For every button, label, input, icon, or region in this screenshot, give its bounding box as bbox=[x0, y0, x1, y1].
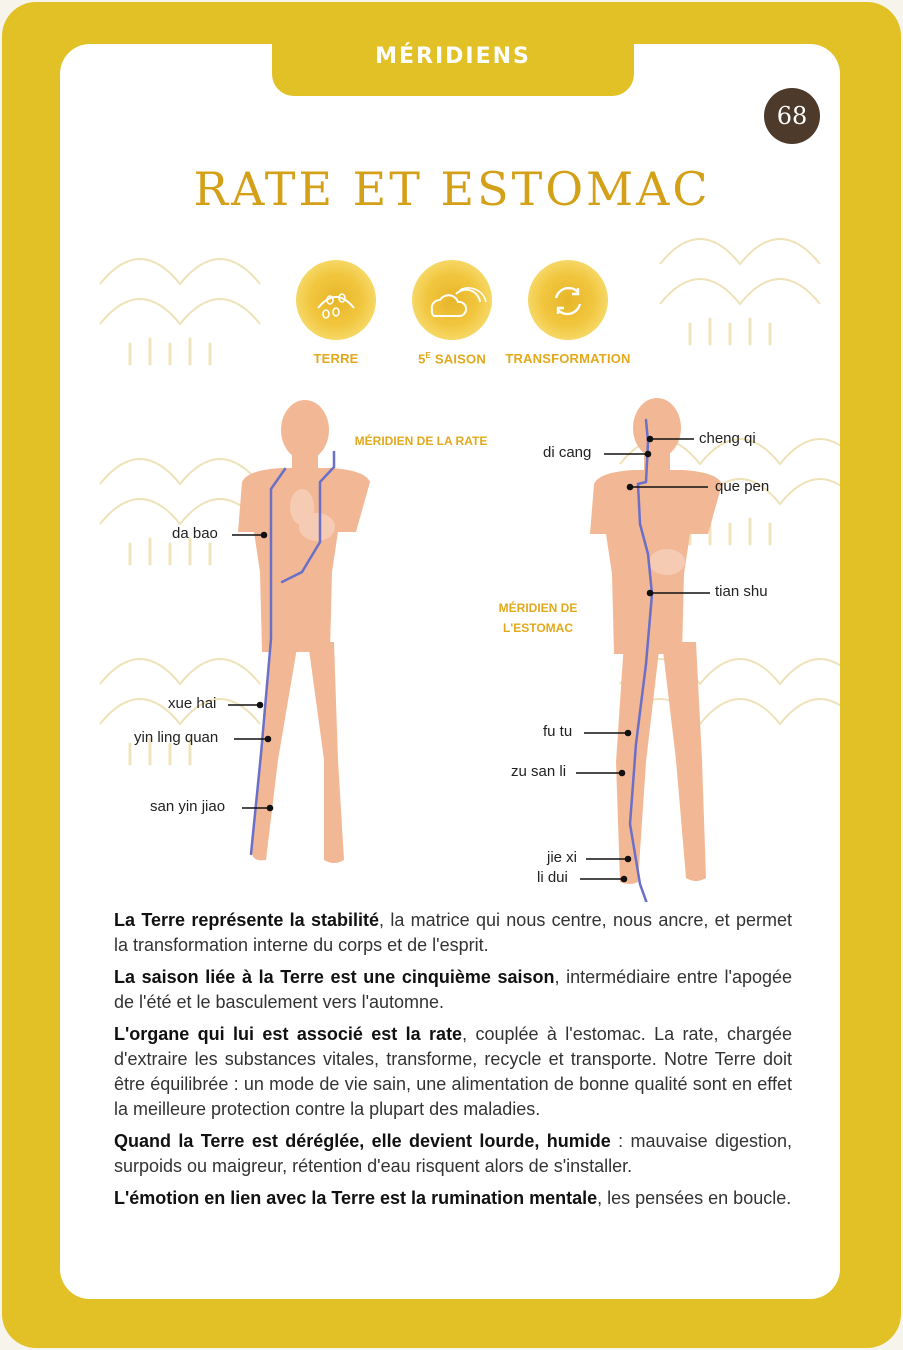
point-label-zu-san-li: zu san li bbox=[511, 763, 567, 780]
point-label-tian-shu: tian shu bbox=[715, 583, 768, 600]
point-label-jie-xi: jie xi bbox=[547, 849, 578, 866]
page-title: RATE ET ESTOMAC bbox=[193, 162, 711, 216]
point-label-fu-tu: fu tu bbox=[543, 723, 573, 740]
paragraph-dereglee: Quand la Terre est déréglée, elle devient lourde, humide : mauvaise digestion, surpoids ou maigreur, rétention d'eau risquent alors de s'installer. bbox=[114, 1131, 793, 1176]
point-label-que-pen: que pen bbox=[715, 478, 770, 495]
point-label-li-dui: li dui bbox=[537, 869, 568, 886]
category-title: MÉRIDIENS bbox=[375, 44, 531, 69]
spleen-meridian-label: MÉRIDIEN DE LA RATE bbox=[354, 434, 488, 448]
stomach-meridian-label: MÉRIDIEN DE L'ESTOMAC bbox=[498, 601, 578, 635]
element-label-terre: TERRE bbox=[313, 351, 359, 366]
paragraph-emotion: L'émotion en lien avec la Terre est la rumination mentale, les pensées en boucle. bbox=[114, 1188, 792, 1208]
card-number-badge: 68 bbox=[764, 88, 820, 144]
point-label-xue-hai: xue hai bbox=[168, 695, 217, 712]
card-frame bbox=[2, 2, 901, 1348]
element-label-transformation: TRANSFORMATION bbox=[505, 351, 631, 366]
point-label-cheng-qi: cheng qi bbox=[699, 430, 756, 447]
point-label-di-cang: di cang bbox=[543, 444, 592, 461]
point-label-da-bao: da bao bbox=[172, 525, 218, 542]
point-label-yin-ling-quan: yin ling quan bbox=[134, 729, 219, 746]
paragraph-stabilite: La Terre représente la stabilité, la matrice qui nous centre, nous ancre, et permet la transformation interne du corps et de l'esprit. bbox=[114, 910, 792, 955]
stomach-body-figure bbox=[590, 398, 722, 884]
description-text bbox=[114, 908, 792, 1218]
point-label-san-yin-jiao: san yin jiao bbox=[150, 798, 226, 815]
paragraph-organe: L'organe qui lui est associé est la rate, couplée à l'estomac. La rate, chargée d'extraire les substances vitales, transforme, recycle et transporte. Notre Terre doit être équilibrée : un mode de vie sain, une alimentation de bonne qualité sont en effet la meilleure protection contre la plupart des maladies. bbox=[114, 1024, 792, 1119]
meridian-figures bbox=[2, 2, 901, 902]
element-label-saison: $5^E$ SAISON bbox=[418, 351, 486, 367]
paragraph-saison: La saison liée à la Terre est une cinquième saison, intermédiaire entre l'apogée de l'été et le basculement vers l'automne. bbox=[114, 967, 793, 1012]
